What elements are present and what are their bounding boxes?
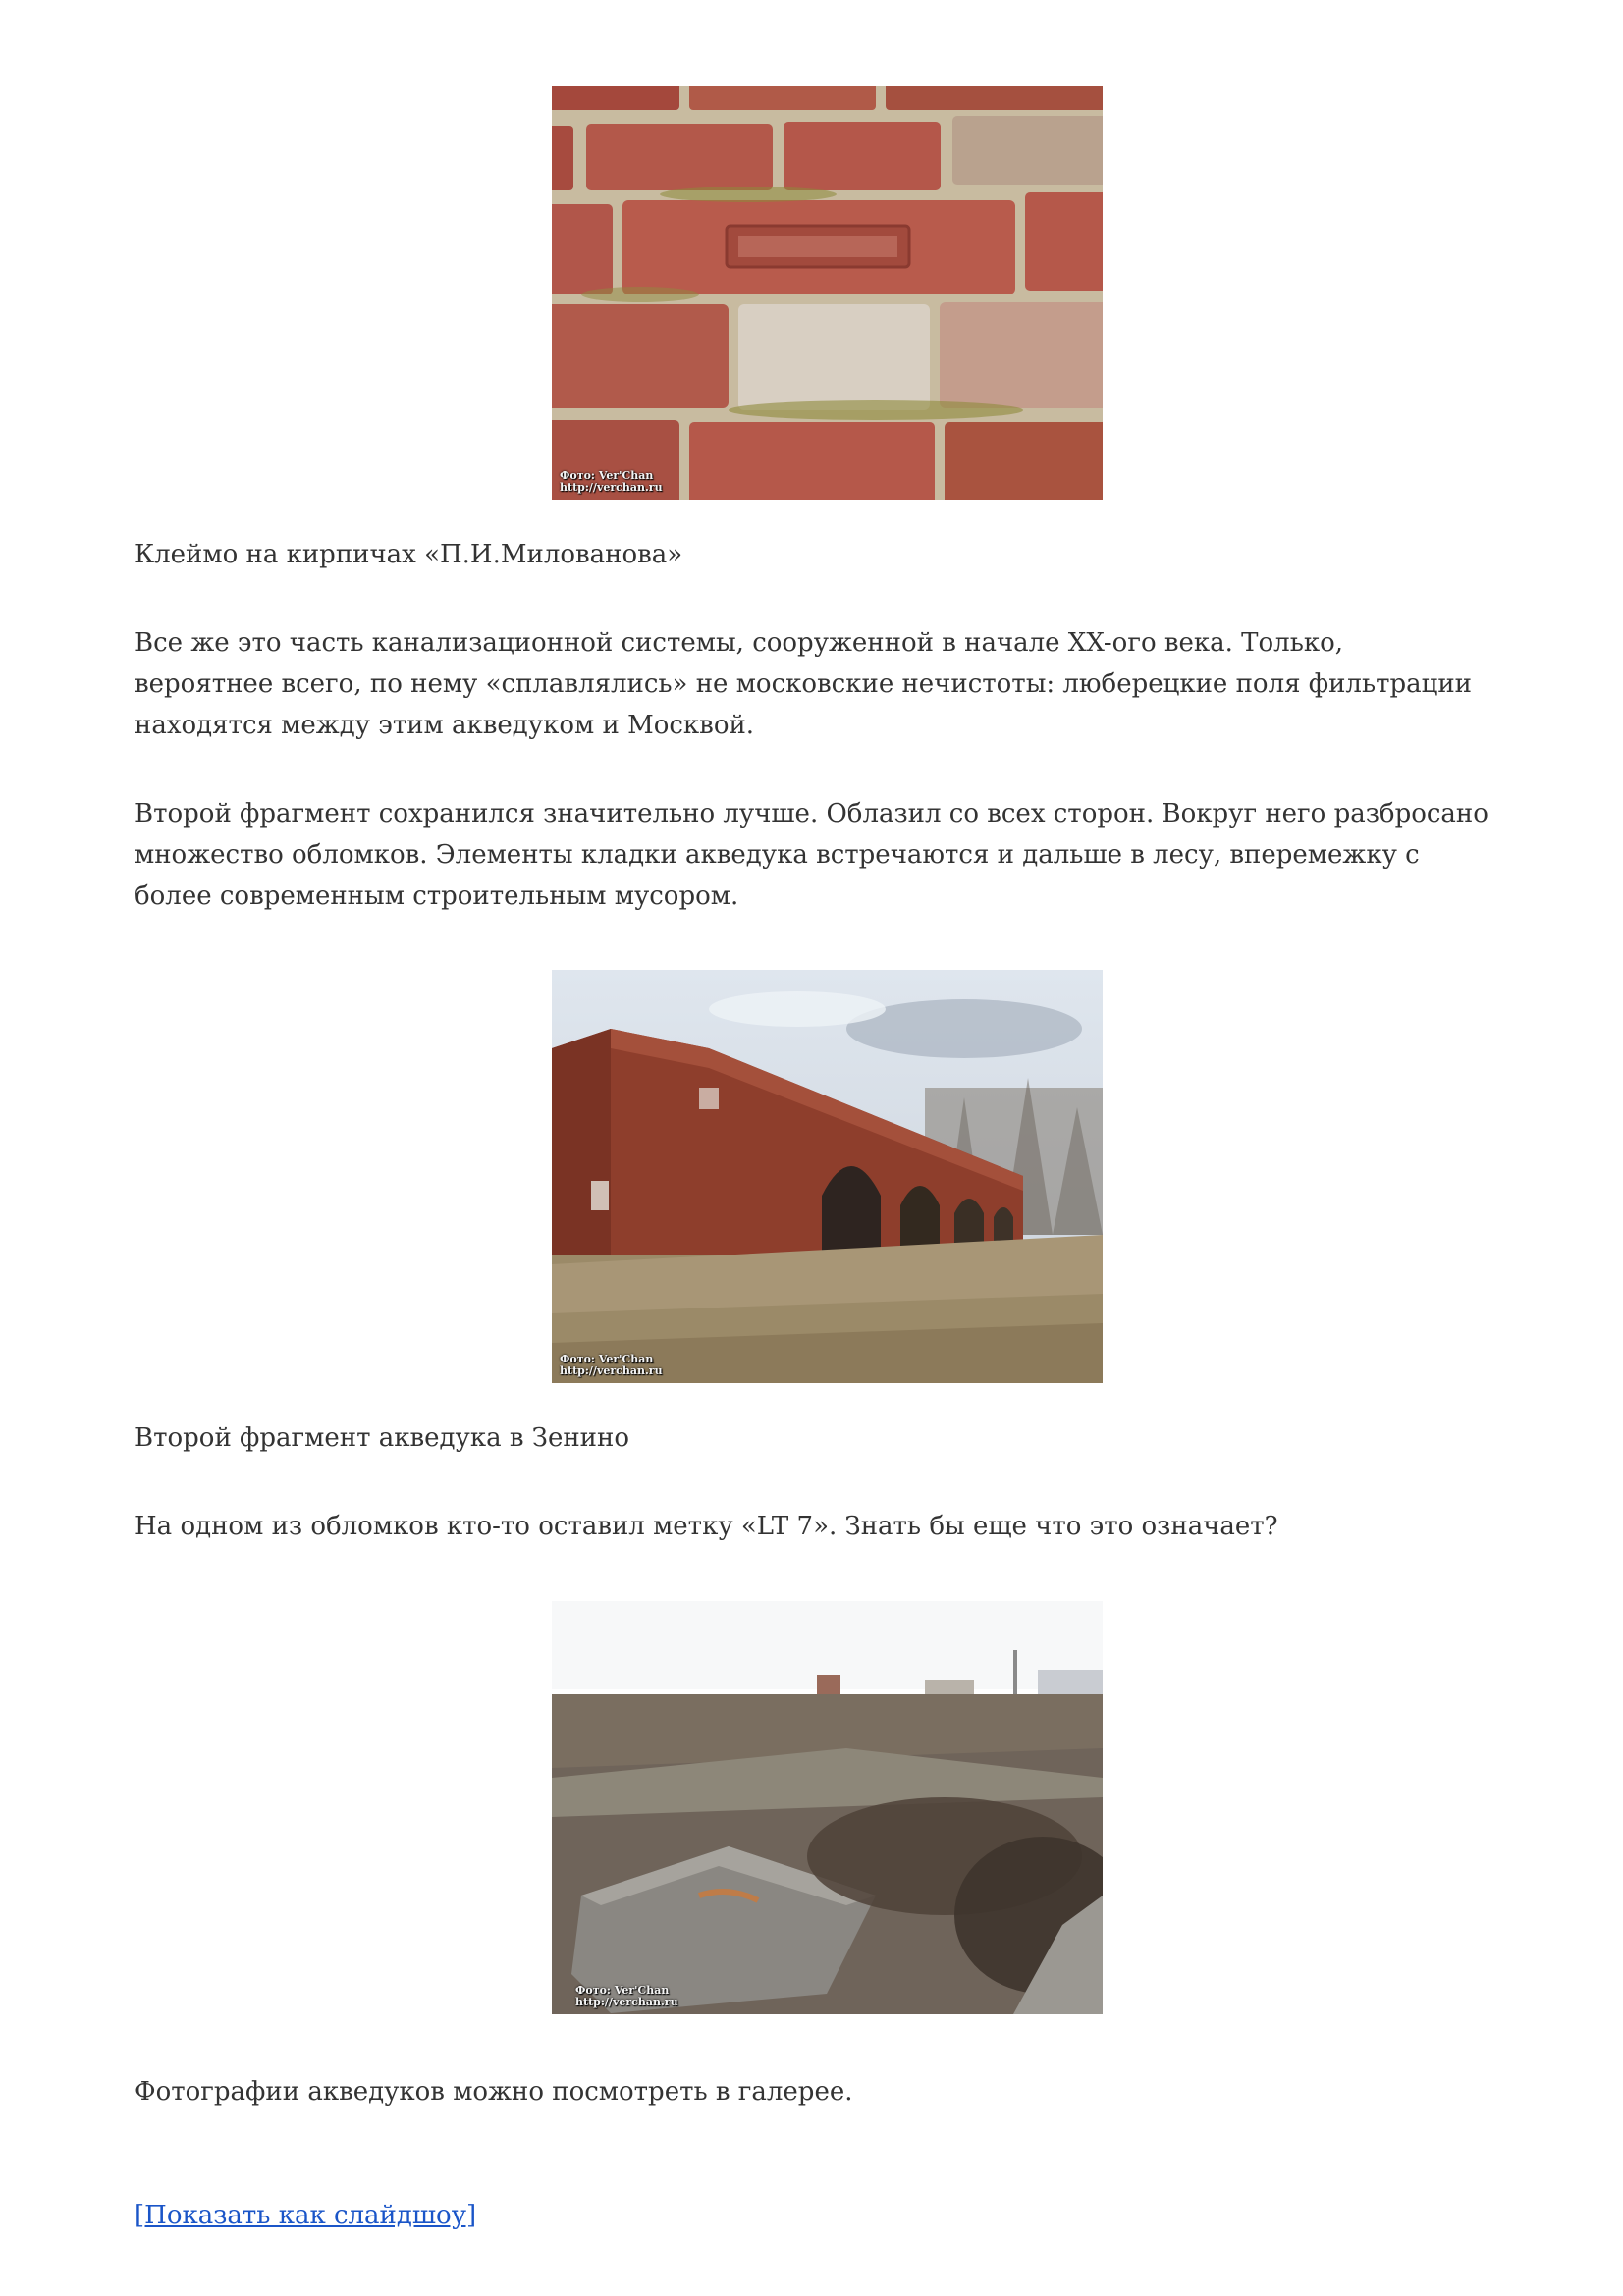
paragraph-sewer-system: Все же это часть канализационной системы, сооруженной в начале XX-ого века. Только, вероятнее всего, по нему «сплавлялись» не московские нечистоты: люберецкие поля фильтрации находятся между этим акведуком и Москвой.	[135, 628, 1473, 740]
paragraph-gallery-note: Фотографии акведуков можно посмотреть в галерее.	[135, 2077, 853, 2107]
show-slideshow-link[interactable]: [Показать как слайдшоу]	[135, 2201, 477, 2230]
photo-aqueduct	[552, 970, 1103, 1383]
paragraph-lt7-mark: На одном из обломков кто-то оставил метку «LT 7». Знать бы еще что это означает?	[135, 1512, 1278, 1541]
brick-wall-image	[552, 86, 1103, 500]
photo-concrete-fragment	[552, 1601, 1103, 2014]
photo-watermark: Фото: Ver'Chan http://verchan.ru	[560, 1353, 663, 1377]
caption-aqueduct: Второй фрагмент акведука в Зенино	[135, 1423, 629, 1453]
concrete-fragment-image	[552, 1601, 1103, 2014]
paragraph-second-fragment: Второй фрагмент сохранился значительно лучше. Облазил со всех сторон. Вокруг него разбросано множество обломков. Элементы кладки акведука встречаются и дальше в лесу, вперемежку с более современным строительным мусором.	[135, 799, 1488, 911]
photo-brick-stamp	[552, 86, 1103, 500]
photo-watermark: Фото: Ver'Chan http://verchan.ru	[575, 1984, 678, 2008]
caption-brick-stamp: Клеймо на кирпичах «П.И.Милованова»	[135, 540, 683, 569]
aqueduct-image	[552, 970, 1103, 1383]
photo-watermark: Фото: Ver'Chan http://verchan.ru	[560, 469, 663, 494]
